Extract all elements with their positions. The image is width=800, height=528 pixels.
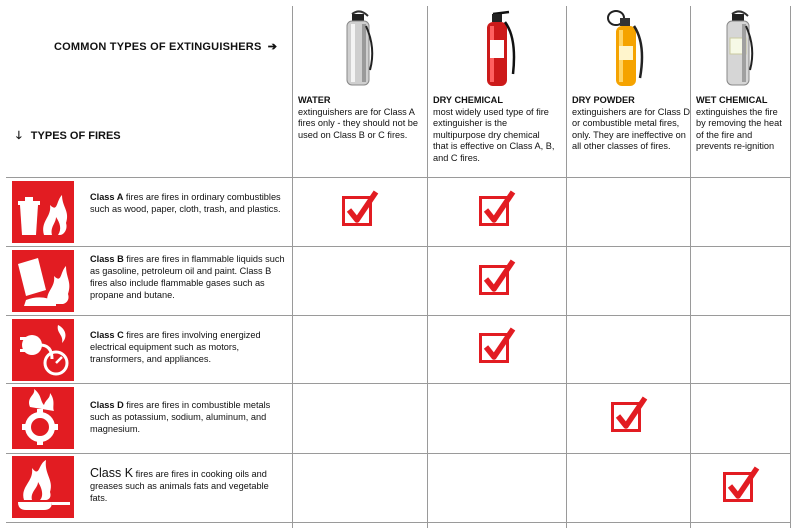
fire-class-description [90,467,286,504]
fire-class-text: fires are fires in cooking oils and greases such as animals fats and vegetable fats. [90,469,269,503]
check-mark-icon [479,327,519,367]
fire-class-description [90,329,286,365]
extinguisher-text: extinguishers are for Class A fires only - they should not be used on Class B or C fires. [298,106,419,140]
water-extinguisher-icon [338,8,378,88]
fire-class-label: Class C [90,330,124,340]
extinguisher-name: WATER [298,95,331,105]
check-tick [611,396,651,436]
check-tick-path [486,192,513,220]
extinguisher-name: WET CHEMICAL [696,95,768,105]
extinguisher-text: most widely used type of fire extinguisher is the multipurpose dry chemical that is effective on Class A, B, and C fires. [433,106,555,163]
check-tick-path [486,329,513,357]
dry-chemical-extinguisher-icon [477,8,521,88]
heading-text: COMMON TYPES OF EXTINGUISHERS [54,41,262,53]
extinguisher-name: DRY POWDER [572,95,635,105]
check-tick-path [486,261,513,289]
arrow-right-icon: ➔ [267,41,278,53]
grid-line [790,6,791,528]
frying-pan-fire-icon [12,456,74,518]
arrow-down-icon: 🡓 [16,130,22,142]
fire-class-description [90,191,286,215]
check-tick-path [349,192,376,220]
check-tick-path [730,468,757,496]
extinguisher-text: extinguishes the fire by removing the heat of the fire and prevents re-ignition [696,106,782,151]
wet-chemical-extinguisher-icon [718,8,758,88]
burning-trash-can-icon [12,181,74,243]
check-mark-icon [479,259,519,299]
extinguisher-water [292,8,426,176]
check-mark-icon [723,466,763,506]
fire-class-row-a [0,177,292,246]
extinguisher-description [572,95,696,153]
fire-class-label: Class K [90,466,134,480]
fire-class-label: Class A [90,192,124,202]
check-tick [723,466,763,506]
dry-powder-extinguisher-icon [604,8,648,88]
fire-class-row-k [0,453,292,522]
extinguisher-dry-chemical [427,8,561,176]
grid-line [6,522,790,523]
check-tick [479,190,519,230]
check-tick [479,259,519,299]
extinguisher-text: extinguishers are for Class D or combustible metal fires, only. They are ineffective on all other classes of fires. [572,106,690,151]
check-tick-path [618,398,645,426]
fire-class-row-b [0,246,292,315]
extinguisher-description [696,95,786,153]
extinguisher-wet-chemical [690,8,790,176]
fire-class-row-c [0,315,292,383]
fire-class-text: fires are fires in flammable liquids such as gasoline, petroleum oil and paint. Class B fires also include flammable gases such as propane and butane. [90,254,285,300]
extinguisher-name: DRY CHEMICAL [433,95,503,105]
extinguisher-description [298,95,422,141]
check-tick [479,327,519,367]
common-types-heading [54,40,277,53]
check-mark-icon [611,396,651,436]
extinguisher-dry-powder [566,8,700,176]
fire-class-description [90,253,286,301]
heading-text: TYPES OF FIRES [30,130,121,142]
check-mark-icon [479,190,519,230]
burning-liquid-can-icon [12,250,74,312]
fire-class-description [90,399,286,435]
fire-class-text: fires are fires in ordinary combustibles such as wood, paper, cloth, trash, and plastics. [90,192,281,214]
check-mark-icon [342,190,382,230]
metal-gear-fire-icon [12,387,74,449]
fire-class-row-d [0,383,292,453]
types-of-fires-heading [16,127,121,146]
check-tick [342,190,382,230]
fire-class-text: fires are fires in combustible metals such as potassium, sodium, aluminum, and magnesium. [90,400,271,434]
electrical-plug-fire-icon [12,319,74,381]
fire-class-label: Class B [90,254,124,264]
extinguisher-description [433,95,557,164]
fire-class-text: fires are fires involving energized electrical equipment such as motors, transformers, and appliances. [90,330,261,364]
fire-class-label: Class D [90,400,124,410]
